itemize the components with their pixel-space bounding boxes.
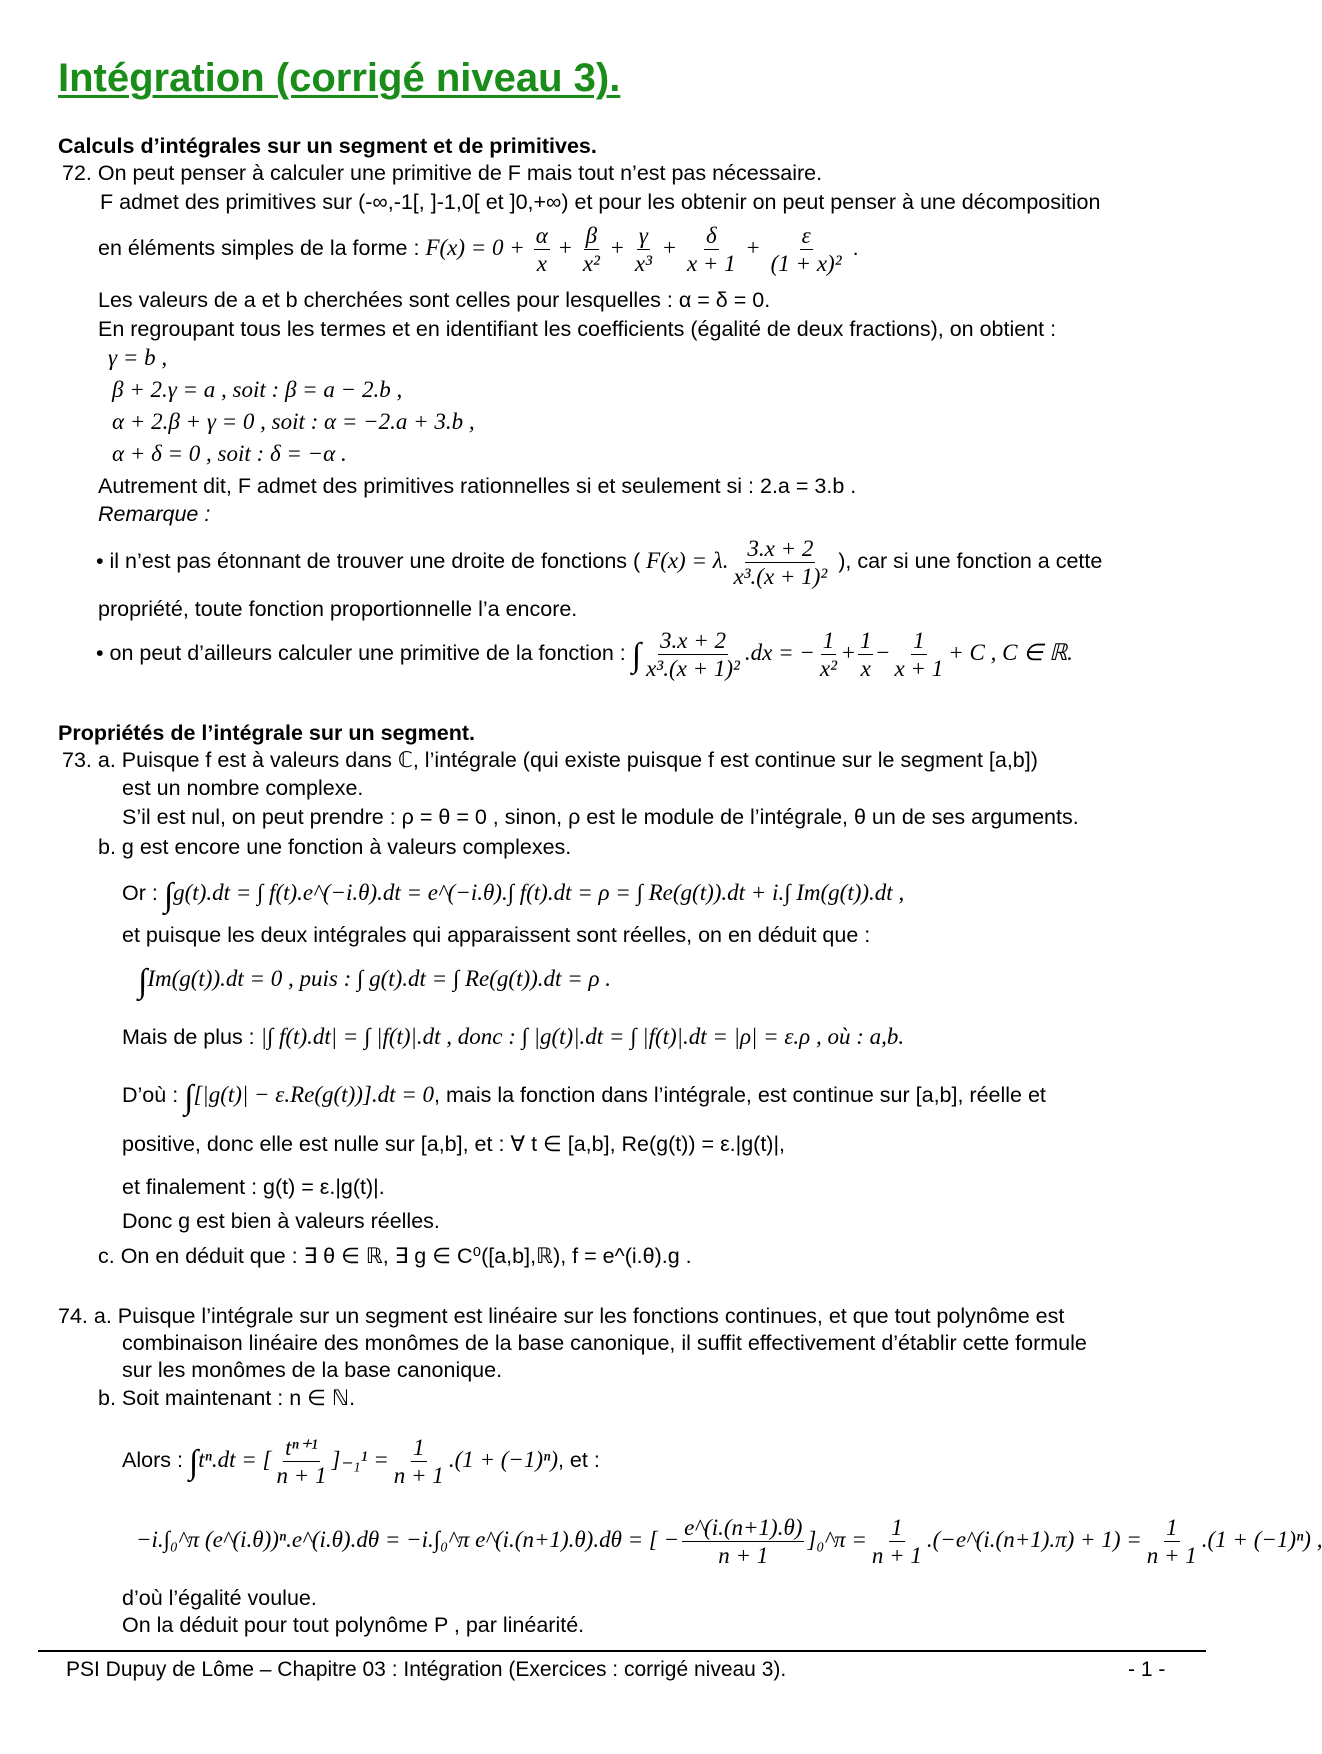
ex74a-line-1: 74. a. Puisque l’intégrale sur un segment est linéaire sur les fonctions continues, et que tout polynôme est [58, 1304, 1065, 1328]
page-title: Intégration (corrigé niveau 3). [58, 56, 621, 100]
fraction-remark-1: $\frac{3.x + 2}{\text{x³.(x + 1)²}}$ [733, 535, 828, 589]
ex72-line-1: 72. On peut penser à calculer une primitive de F mais tout n’est pas nécessaire. [62, 161, 823, 185]
equation-2: β + 2.γ = a , soit : β = a − 2.b , [112, 377, 403, 402]
section-heading-properties: Propriétés de l’intégrale sur un segment. [58, 721, 475, 745]
ex73b-line-4: ∫Im(g(t)).dt = 0 , puis : ∫ g(t).dt = ∫ Re(g(t)).dt = ρ . [138, 963, 611, 1000]
ex72-line-4: Les valeurs de a et b cherchées sont celles pour lesquelles : α = δ = 0. [98, 288, 771, 312]
equation-3: α + 2.β + γ = 0 , soit : α = −2.a + 3.b , [112, 409, 475, 434]
fraction-gamma: $\frac{\gamma}{\text{x³}}$ [634, 223, 652, 276]
ex74b-line-5: On la déduit pour tout polynôme P , par linéarité. [122, 1613, 585, 1637]
ex73b-line-7: positive, donc elle est nulle sur [a,b], et : ∀ t ∈ [a,b], Re(g(t)) = ε.|g(t)|, [122, 1132, 786, 1156]
ex73a-line-3: S’il est nul, on peut prendre : ρ = θ = 0 , sinon, ρ est le module de l’intégrale, θ un de ses arguments. [122, 805, 1079, 829]
ex72-line-5: En regroupant tous les termes et en identifiant les coefficients (égalité de deux fractions), on obtient : [98, 317, 1057, 341]
equation-4: α + δ = 0 , soit : δ = −α . [112, 441, 347, 466]
remark-2: propriété, toute fonction proportionnelle l’a encore. [98, 597, 578, 621]
remark-3: • on peut d’ailleurs calculer une primitive de la fonction : ∫ $\frac{3.x + 2}{\text{x³.(x + 1)²}}$ .dx = − $\frac{1}{\text{x²}}$ + $\frac{1}{x}$ − $\frac{1}{x + 1}$ + C , C ∈ ℝ. [96, 627, 1073, 681]
section-heading-primitives: Calculs d’intégrales sur un segment et de primitives. [58, 134, 597, 158]
ex73b-line-6: D’où : ∫[|g(t)| − ε.Re(g(t))].dt = 0, mais la fonction dans l’intégrale, est continue sur [a,b], réelle et [122, 1079, 1046, 1116]
decomposition-lhs: F(x) = 0 + [425, 235, 525, 261]
remark-1: • il n’est pas étonnant de trouver une droite de fonctions ( F(x) = λ. $\frac{3.x + 2}{\text{x³.(x + 1)²}}$ ), car si une fonction a cette [96, 535, 1103, 589]
ex73a-line-2: est un nombre complexe. [122, 776, 364, 800]
footer-divider [38, 1650, 1206, 1652]
ex73c-line-1: c. On en déduit que : ∃ θ ∈ ℝ, ∃ g ∈ C⁰([a,b],ℝ), f = e^(i.θ).g . [98, 1244, 692, 1268]
ex73a-line-1: 73. a. Puisque f est à valeurs dans ℂ, l’intégrale (qui existe puisque f est continue sur le segment [a,b]) [62, 748, 1038, 772]
ex73b-line-2: Or : ∫g(t).dt = ∫ f(t).e^(−i.θ).dt = e^(−i.θ).∫ f(t).dt = ρ = ∫ Re(g(t)).dt + i.∫ Im(g(t)).dt , [122, 877, 905, 914]
ex74b-line-4: d’où l’égalité voulue. [122, 1586, 317, 1610]
remark-label: Remarque : [98, 502, 211, 526]
equation-1: γ = b , [108, 345, 168, 370]
ex73b-line-5: Mais de plus : |∫ f(t).dt| = ∫ |f(t)|.dt , donc : ∫ |g(t)|.dt = ∫ |f(t)|.dt = |ρ| = ε.ρ , où : a,b. [122, 1024, 905, 1049]
ex73b-line-9: Donc g est bien à valeurs réelles. [122, 1209, 440, 1233]
ex73b-line-8: et finalement : g(t) = ε.|g(t)|. [122, 1175, 385, 1199]
fraction-remark-3: $\frac{3.x + 2}{\text{x³.(x + 1)²}}$ [646, 627, 740, 681]
footer-left: PSI Dupuy de Lôme – Chapitre 03 : Intégration (Exercices : corrigé niveau 3). [66, 1658, 787, 1681]
ex74b-line-1: b. Soit maintenant : n ∈ ℕ. [98, 1386, 356, 1410]
fraction-epsilon: $\frac{\varepsilon}{\text{(1 + x)²}}$ [770, 223, 842, 276]
ex74a-line-3: sur les monômes de la base canonique. [122, 1358, 503, 1382]
page-number: - 1 - [1128, 1658, 1166, 1681]
ex73b-line-1: b. g est encore une fonction à valeurs complexes. [98, 835, 572, 859]
fraction-beta: $\frac{\beta}{\text{x²}}$ [582, 223, 600, 276]
ex72-decomposition: en éléments simples de la forme : F(x) = 0 + $\frac{\alpha}{x}$ + $\frac{\beta}{\text{x²}}$ + $\frac{\gamma}{\text{x³}}$ + $\frac{\delta}{x + 1}$ + $\frac{\varepsilon}{\text{(1 + x)²}}$ . [98, 223, 859, 276]
ex74b-line-3: −i.∫₀^π (e^(i.θ))ⁿ.e^(i.θ).dθ = −i.∫₀^π e^(i.(n+1).θ).dθ = [ − $\frac{e\^{}(i.(n+1).\theta)}{n + 1}$ ]₀^π = $\frac{1}{n + 1}$ .(−e^(i.(n+1).π) + 1) = $\frac{1}{n + 1}$ .(1 + (−1)ⁿ) , [136, 1514, 1322, 1568]
ex74b-line-2: Alors : ∫tⁿ.dt = [ $\frac{\text{tⁿ⁺¹}}{n + 1}$ ]₋₁¹ = $\frac{1}{n + 1}$ .(1 + (−1)ⁿ), et : [122, 1434, 600, 1488]
fraction-delta: $\frac{\delta}{x + 1}$ [686, 223, 736, 276]
fraction-alpha: $\frac{\alpha}{x}$ [535, 223, 548, 276]
ex72-line-6: Autrement dit, F admet des primitives rationnelles si et seulement si : 2.a = 3.b . [98, 474, 857, 498]
ex73b-line-3: et puisque les deux intégrales qui apparaissent sont réelles, on en déduit que : [122, 923, 871, 947]
ex72-line-2: F admet des primitives sur (-∞,-1[, ]-1,0[ et ]0,+∞) et pour les obtenir on peut penser à une décomposition [100, 190, 1101, 214]
decomposition-text: en éléments simples de la forme : [98, 236, 426, 261]
ex74a-line-2: combinaison linéaire des monômes de la base canonique, il suffit effectivement d’établir cette formule [122, 1331, 1087, 1355]
